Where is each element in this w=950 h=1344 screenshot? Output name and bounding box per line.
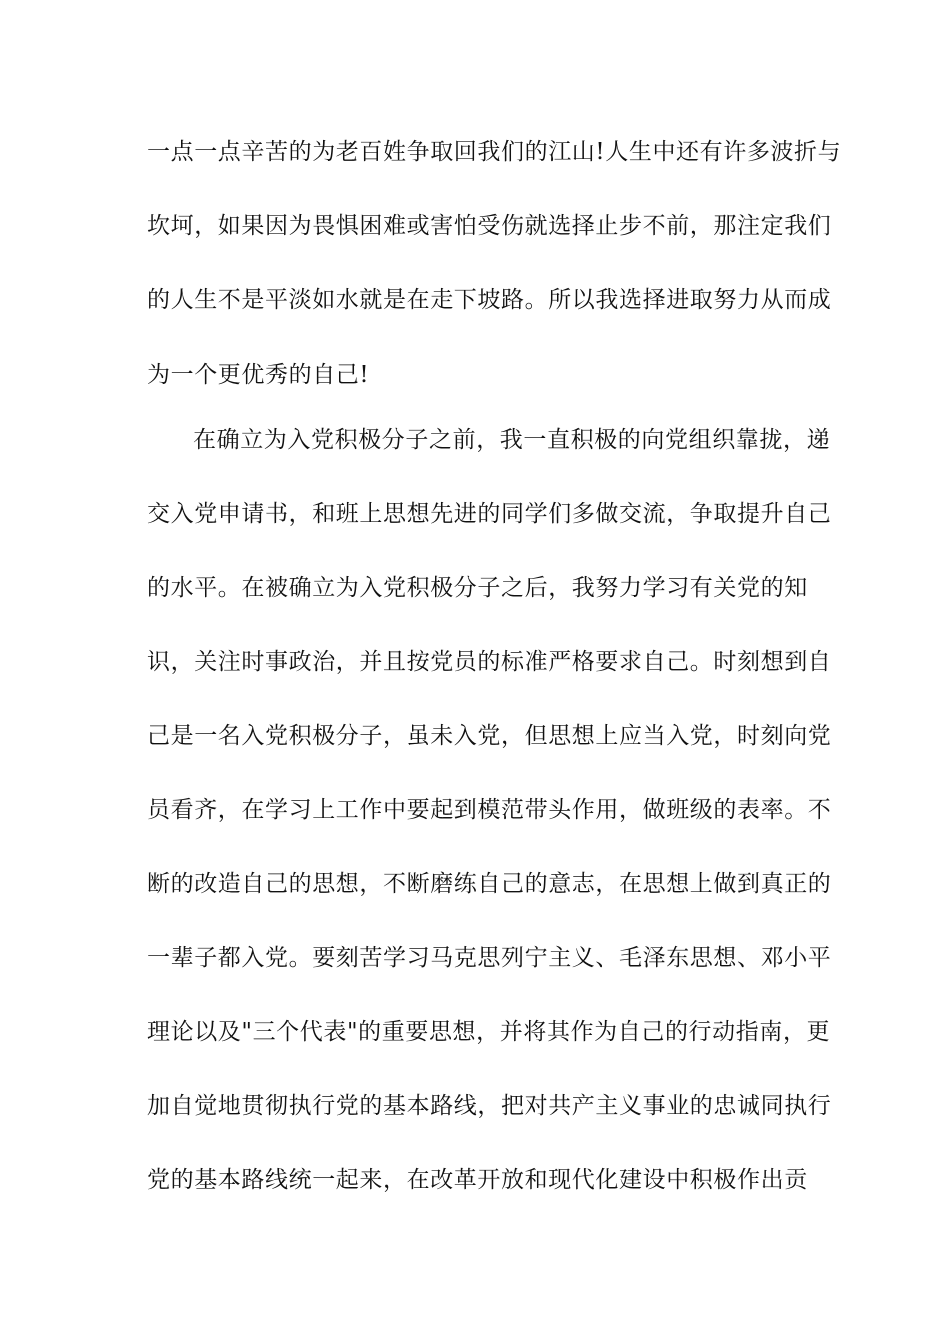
text-line: 交入党申请书，和班上思想先进的同学们多做交流，争取提升自己	[147, 501, 832, 527]
text-line: 的人生不是平淡如水就是在走下坡路。所以我选择进取努力从而成	[147, 287, 832, 313]
text-line: 的水平。在被确立为入党积极分子之后，我努力学习有关党的知	[147, 575, 808, 601]
text-line: 理论以及"三个代表"的重要思想，并将其作为自己的行动指南，更	[147, 1019, 831, 1045]
text-line: 断的改造自己的思想，不断磨练自己的意志，在思想上做到真正的	[147, 871, 832, 897]
text-line: 坎坷，如果因为畏惧困难或害怕受伤就选择止步不前，那注定我们	[147, 213, 832, 239]
paragraph-first-line: 在确立为入党积极分子之前，我一直积极的向党组织靠拢，递	[193, 427, 831, 453]
text-line: 己是一名入党积极分子，虽未入党，但思想上应当入党，时刻向党	[147, 723, 832, 749]
text-line: 一点一点辛苦的为老百姓争取回我们的江山!人生中还有许多波折与	[147, 139, 842, 165]
text-line: 一辈子都入党。要刻苦学习马克思列宁主义、毛泽东思想、邓小平	[147, 945, 832, 971]
text-line: 识，关注时事政治，并且按党员的标准严格要求自己。时刻想到自	[147, 649, 832, 675]
text-line: 党的基本路线统一起来，在改革开放和现代化建设中积极作出贡	[147, 1167, 808, 1193]
text-line: 为一个更优秀的自己!	[147, 362, 370, 388]
text-line: 加自觉地贯彻执行党的基本路线，把对共产主义事业的忠诚同执行	[147, 1093, 832, 1119]
text-line: 员看齐，在学习上工作中要起到模范带头作用，做班级的表率。不	[147, 797, 832, 823]
